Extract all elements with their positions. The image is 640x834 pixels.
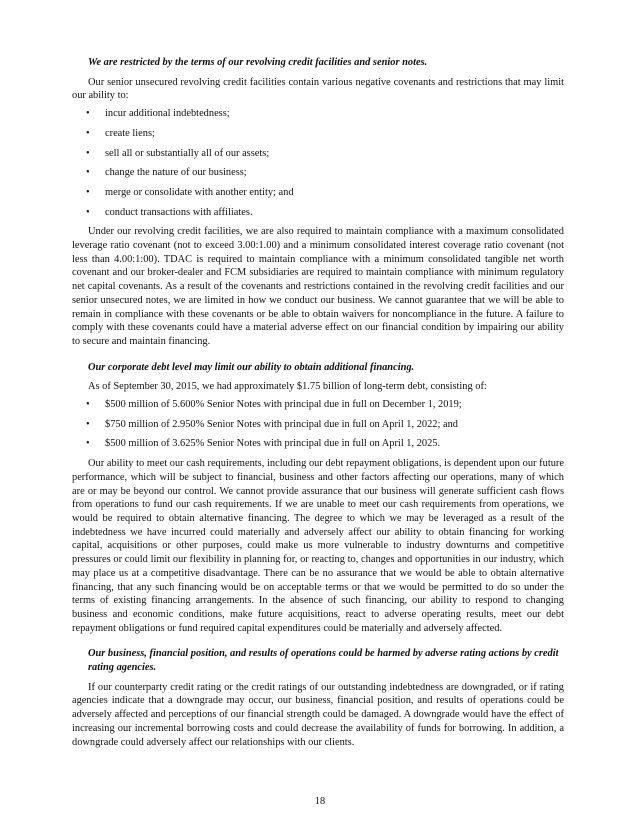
body-paragraph: Our ability to meet our cash requirements, including our debt repayment obligations, is dependent upon our future performance, which will be subject to financial, business and other factors affecting our operations, many of which are or may be beyond our control. We cannot provide assurance that our business will generate sufficient cash flows from operations to fund our cash requirements. If we are unable to meet our cash requirements from operations, we would be required to obtain alternative financing. The degree to which we may be leveraged as a result of the indebtedness we have incurred could materially and adversely affect our ability to obtain financing for working capital, acquisitions or other purposes, could make us more vulnerable to industry downturns and competitive pressures or could limit our flexibility in planning for, or reacting to, changes and opportunities in our industry, which may place us at a competitive disadvantage. There can be no assurance that we would be able to obtain alternative financing, that any such financing would be on acceptable terms or that we would be permitted to do so under the terms of existing financing arrangements. In the absence of such financing, our ability to respond to changing business and economic conditions, make future acquisitions, react to adverse operating results, meet our debt repayment obligations or fund required capital expenditures could be materially and adversely affected. xyxy=(72,458,564,634)
bullet-glyph: • xyxy=(86,399,90,411)
bullet-glyph: • xyxy=(86,438,90,450)
bullet-glyph: • xyxy=(86,186,90,198)
list-item: • merge or consolidate with another entity; and xyxy=(86,186,294,198)
bullet-glyph: • xyxy=(86,418,90,430)
list-item: • $750 million of 2.950% Senior Notes with principal due in full on April 1, 2022; and xyxy=(86,418,458,430)
bullet-glyph: • xyxy=(86,147,90,159)
body-paragraph: If our counterparty credit rating or the credit ratings of our outstanding indebtedness are downgraded, or if rating agencies indicate that a downgrade may occur, our business, financial position, and results of operations could be adversely affected and perceptions of our financial strength could be damaged. A downgrade would have the effect of increasing our incremental borrowing costs and could decrease the availability of funds for borrowing. In addition, a downgrade could adversely affect our relationships with our clients. xyxy=(72,681,564,748)
document-page xyxy=(72,56,564,753)
list-item: • sell all or substantially all of our assets; xyxy=(86,147,270,159)
list-item: • $500 million of 3.625% Senior Notes with principal due in full on April 1, 2025. xyxy=(86,438,441,450)
list-item: • create liens; xyxy=(86,127,155,139)
bullet-glyph: • xyxy=(86,108,90,120)
covenant-list xyxy=(72,107,564,219)
list-item: • change the nature of our business; xyxy=(86,167,247,179)
body-paragraph: Under our revolving credit facilities, we are also required to maintain compliance with a maximum consolidated leverage ratio covenant (not to exceed 3.00:1.00) and a minimum consolidated interest coverage ratio covenant (not less than 4.00:1:00). TDAC is required to maintain compliance with a minimum consolidated tangible net worth covenant and our broker-dealer and FCM subsidiaries are required to maintain compliance with minimum regulatory net capital covenants. As a result of the covenants and restrictions contained in the revolving credit facilities and our senior unsecured notes, we are limited in how we conduct our business. We cannot guarantee that we will be able to remain in compliance with these covenants or be able to obtain waivers for noncompliance in the future. A failure to comply with these covenants could have a material adverse effect on our financial condition by impairing our ability to secure and maintain financing. xyxy=(72,226,564,347)
page-number: 18 xyxy=(314,796,326,807)
senior-notes-list xyxy=(72,398,564,451)
bullet-glyph: • xyxy=(86,167,90,179)
section-heading-rating-actions: Our business, financial position, and results of operations could be harmed by adverse rating actions by credit rating agencies. xyxy=(88,648,559,674)
section-heading-debt-level: Our corporate debt level may limit our ability to obtain additional financing. xyxy=(88,361,415,373)
bullet-glyph: • xyxy=(86,127,90,139)
section-intro: Our senior unsecured revolving credit facilities contain various negative covenants and restrictions that may limit our ability to: xyxy=(72,76,564,102)
section-intro: As of September 30, 2015, we had approximately $1.75 billion of long-term debt, consisting of: xyxy=(88,381,487,393)
list-item: • incur additional indebtedness; xyxy=(86,108,230,120)
section-heading-restrictions: We are restricted by the terms of our revolving credit facilities and senior notes. xyxy=(88,57,428,68)
list-item: • conduct transactions with affiliates. xyxy=(86,206,253,218)
list-item: • $500 million of 5.600% Senior Notes with principal due in full on December 1, 2019; xyxy=(86,399,462,411)
bullet-glyph: • xyxy=(86,206,90,218)
